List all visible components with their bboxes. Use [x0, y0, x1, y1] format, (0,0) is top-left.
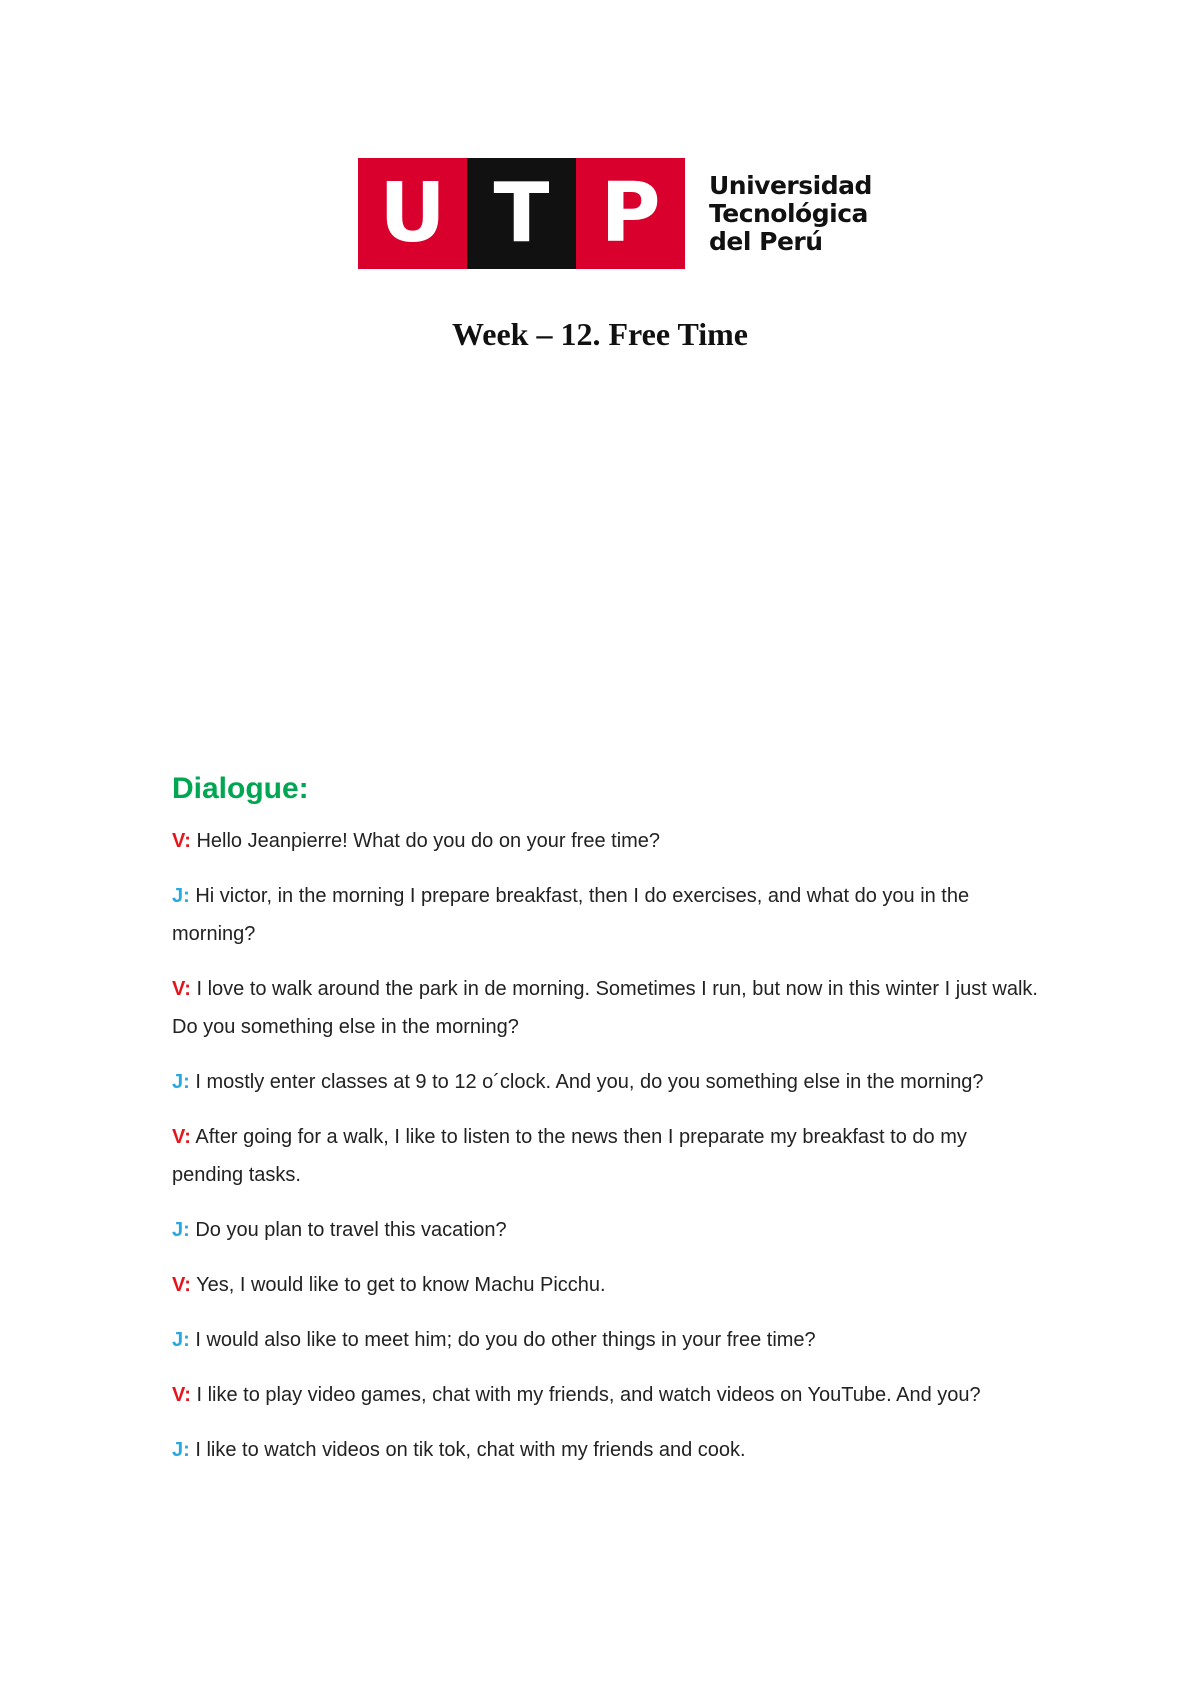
- speaker-label: V:: [172, 978, 191, 1000]
- logo-text-line-3: del Perú: [709, 226, 823, 256]
- logo-letter-u: U: [358, 158, 467, 269]
- dialogue-line: [172, 1266, 1042, 1304]
- speaker-label: J:: [172, 1329, 190, 1351]
- title-week: Week – 12.: [452, 316, 601, 352]
- logo-text-line-2: Tecnológica: [709, 198, 868, 228]
- speaker-label: J:: [172, 885, 190, 907]
- dialogue-line: [172, 877, 1042, 953]
- dialogue-line: [172, 1211, 1042, 1249]
- logo-letter-p: P: [576, 158, 685, 269]
- speaker-label: V:: [172, 1274, 191, 1296]
- page-title: [0, 316, 1200, 353]
- title-topic: Free Time: [600, 316, 748, 352]
- line-text: I love to walk around the park in de morning. Sometimes I run, but now in this winter I just walk. Do you something else in the morning?: [172, 978, 1038, 1038]
- line-text: After going for a walk, I like to listen to the news then I preparate my breakfast to do my pending tasks.: [172, 1126, 967, 1186]
- speaker-label: J:: [172, 1071, 190, 1093]
- utp-logo-blocks: [358, 158, 685, 269]
- line-text: I like to play video games, chat with my friends, and watch videos on YouTube. And you?: [190, 1384, 981, 1406]
- line-text: I mostly enter classes at 9 to 12 o´clock. And you, do you something else in the morning?: [189, 1071, 984, 1093]
- line-text: Hello Jeanpierre! What do you do on your free time?: [190, 830, 661, 852]
- utp-logo: [358, 158, 872, 269]
- line-text: I would also like to meet him; do you do other things in your free time?: [189, 1329, 816, 1351]
- logo-letter-t: T: [467, 158, 576, 269]
- speaker-label: J:: [172, 1219, 190, 1241]
- dialogue-line: [172, 1063, 1042, 1101]
- dialogue-line: [172, 970, 1042, 1046]
- dialogue-line: [172, 822, 1042, 860]
- logo-text-line-1: Universidad: [709, 170, 872, 200]
- dialogue-heading: Dialogue:: [172, 772, 309, 805]
- dialogue-line: [172, 1118, 1042, 1194]
- line-text: Yes, I would like to get to know Machu Picchu.: [190, 1274, 606, 1296]
- speaker-label: J:: [172, 1439, 190, 1461]
- dialogue-line: [172, 1321, 1042, 1359]
- logo-wordmark: [709, 172, 872, 256]
- line-text: Hi victor, in the morning I prepare breakfast, then I do exercises, and what do you in the morning?: [172, 885, 970, 945]
- dialogue-line: [172, 1431, 1042, 1469]
- speaker-label: V:: [172, 830, 191, 852]
- line-text: I like to watch videos on tik tok, chat with my friends and cook.: [189, 1439, 746, 1461]
- speaker-label: V:: [172, 1126, 191, 1148]
- speaker-label: V:: [172, 1384, 191, 1406]
- line-text: Do you plan to travel this vacation?: [189, 1219, 507, 1241]
- dialogue-section: [172, 770, 1042, 1486]
- dialogue-line: [172, 1376, 1042, 1414]
